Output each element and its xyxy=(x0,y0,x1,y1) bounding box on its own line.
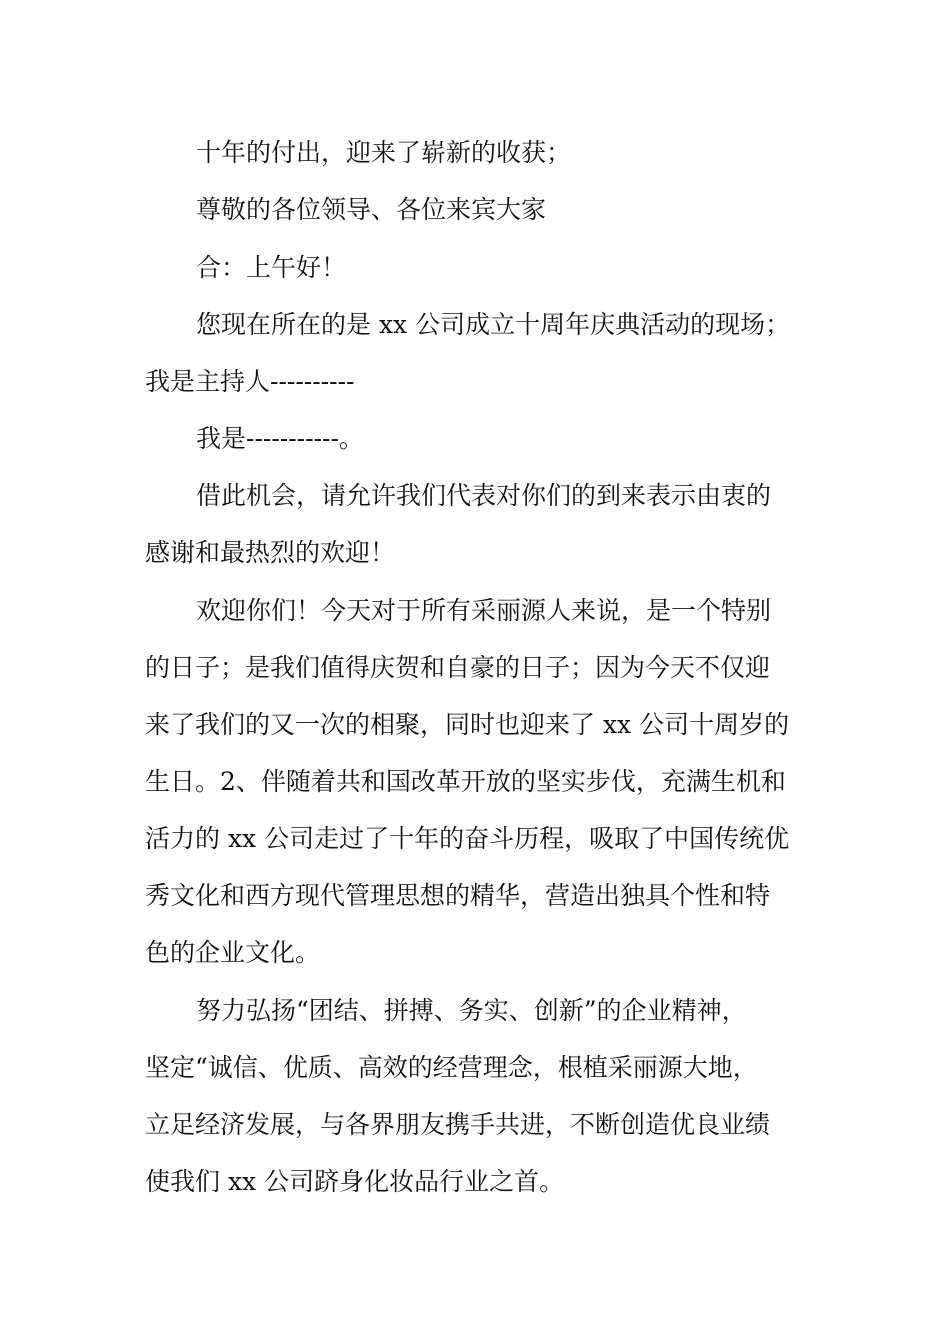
text-line: 立足经济发展，与各界朋友携手共进，不断创造优良业绩 xyxy=(145,1110,771,1139)
text-line: 坚定“诚信、优质、高效的经营理念，根植采丽源大地， xyxy=(145,1053,758,1082)
text-line: 尊敬的各位领导、各位来宾大家 xyxy=(196,195,547,224)
text-line: 生日。2、伴随着共和国改革开放的坚实步伐，充满生机和 xyxy=(145,767,786,796)
text-line: 我是-----------。 xyxy=(196,424,364,453)
text-line: 来了我们的又一次的相聚，同时也迎来了 xx 公司十周岁的 xyxy=(145,710,790,739)
text-line: 十年的付出，迎来了崭新的收获； xyxy=(196,138,572,167)
text-line: 合：上午好！ xyxy=(196,253,347,282)
text-line: 色的企业文化。 xyxy=(145,938,321,967)
text-line: 使我们 xx 公司跻身化妆品行业之首。 xyxy=(145,1167,565,1196)
text-line: 借此机会，请允许我们代表对你们的到来表示由衷的 xyxy=(196,481,772,510)
text-line: 感谢和最热烈的欢迎！ xyxy=(145,538,396,567)
text-line: 您现在所在的是 xx 公司成立十周年庆典活动的现场； xyxy=(196,310,791,339)
text-line: 秀文化和西方现代管理思想的精华，营造出独具个性和特 xyxy=(145,881,771,910)
text-line: 努力弘扬“团结、拼搏、务实、创新”的企业精神， xyxy=(196,996,747,1025)
text-line: 我是主持人---------- xyxy=(145,367,355,396)
text-line: 欢迎你们！今天对于所有采丽源人来说，是一个特别 xyxy=(196,596,772,625)
text-line: 活力的 xx 公司走过了十年的奋斗历程，吸取了中国传统优 xyxy=(145,824,790,853)
text-line: 的日子；是我们值得庆贺和自豪的日子；因为今天不仅迎 xyxy=(145,653,771,682)
